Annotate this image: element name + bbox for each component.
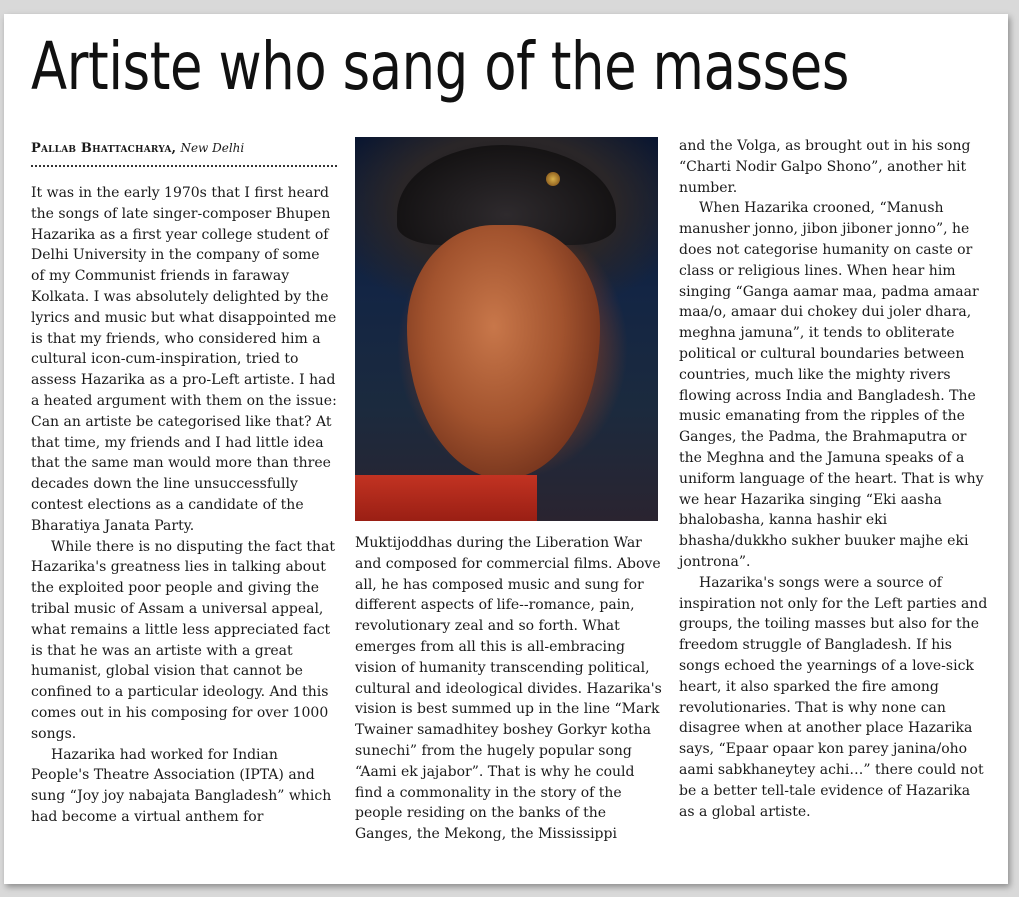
paragraph: When Hazarika crooned, “Manush manusher jonno, jibon jiboner jonno”, he does not categorise humanity on caste or class or religious lines. When hear him singing “Ganga aamar maa, padma amaar maa/o, amaar dui chokey dui joler dhara, meghna jamuna”, it tends to obliterate political or cultural boundaries between countries, much like the mighty rivers flowing across India and Bangladesh. The music emanating from the ripples of the Ganges, the Padma, the Brahmaputra or the Meghna and the Jamuna speaks of a uniform language of the heart. That is why we hear Hazarika singing “Eki aasha bhalobasha, kanna hashir eki bhasha/dukkho sukher buuker majhe eki jontrona”. [679, 200, 984, 570]
shirt-shape [355, 475, 537, 521]
paragraph: Hazarika's songs were a source of inspiration not only for the Left parties and groups, the toiling masses but also for the freedom struggle of Bangladesh. If his songs echoed the yearnings of a love-sick heart, it also sparked the fire among revolutionaries. That is why none can disagree when at another place Hazarika says, “Epaar opaar kon parey janina/oho aami sabkhaneytey achi…” there could not be a better tell-tale evidence of Hazarika as a global artiste. [679, 574, 988, 820]
paragraph: and the Volga, as brought out in his song “Charti Nodir Galpo Shono”, another hit number. [679, 138, 971, 196]
paragraph: Hazarika had worked for Indian People's Theatre Association (IPTA) and sung “Joy joy nabajata Bangladesh” which had become a virtual anthem for [31, 746, 332, 825]
dateline: New Delhi [180, 141, 245, 155]
column-2 [355, 137, 662, 845]
column-3 [679, 136, 989, 822]
cap-pin [546, 172, 560, 186]
author-name: Pallab Bhattacharya, [31, 141, 177, 156]
byline [31, 137, 337, 159]
paragraph: Muktijoddhas during the Liberation War and composed for commercial films. Above all, he has composed music and sung for different aspects of life--romance, pain, revolutionary zeal and so forth. What emerges from all this is all-embracing vision of humanity transcending political, cultural and ideological divides. Hazarika's vision is best summed up in the line “Mark Twainer samadhitey boshey Gorkyr kotha sunechi” from the hugely popular song “Aami ek jajabor”. That is why he could find a commonality in the story of the people residing on the banks of the Ganges, the Mekong, the Mississippi [355, 535, 662, 843]
paragraph: It was in the early 1970s that I first heard the songs of late singer-composer Bhupen Hazarika as a first year college student of Delhi University in the company of some of my Communist friends in faraway Kolkata. I was absolutely delighted by the lyrics and music but what disappointed me is that my friends, who considered him a cultural icon-cum-inspiration, tried to assess Hazarika as a pro-Left artiste. I had a heated argument with them on the issue: Can an artiste be categorised like that? At that time, my friends and I had little idea that the same man would more than three decades down the line unsuccessfully contest elections as a candidate of the Bharatiya Janata Party. [31, 185, 337, 534]
portrait-photo [355, 137, 658, 521]
article-page [4, 14, 1008, 884]
headline: Artiste who sang of the masses [31, 28, 849, 105]
dotted-divider [31, 165, 337, 167]
face-shape [407, 225, 601, 478]
paragraph: While there is no disputing the fact that Hazarika's greatness lies in talking about the exploited poor people and giving the tribal music of Assam a universal appeal, what remains a little less appreciated fact is that he was an artiste with a great humanist, global vision that cannot be confined to a particular ideology. And this comes out in his composing for over 1000 songs. [31, 538, 336, 742]
column-1 [31, 137, 337, 828]
